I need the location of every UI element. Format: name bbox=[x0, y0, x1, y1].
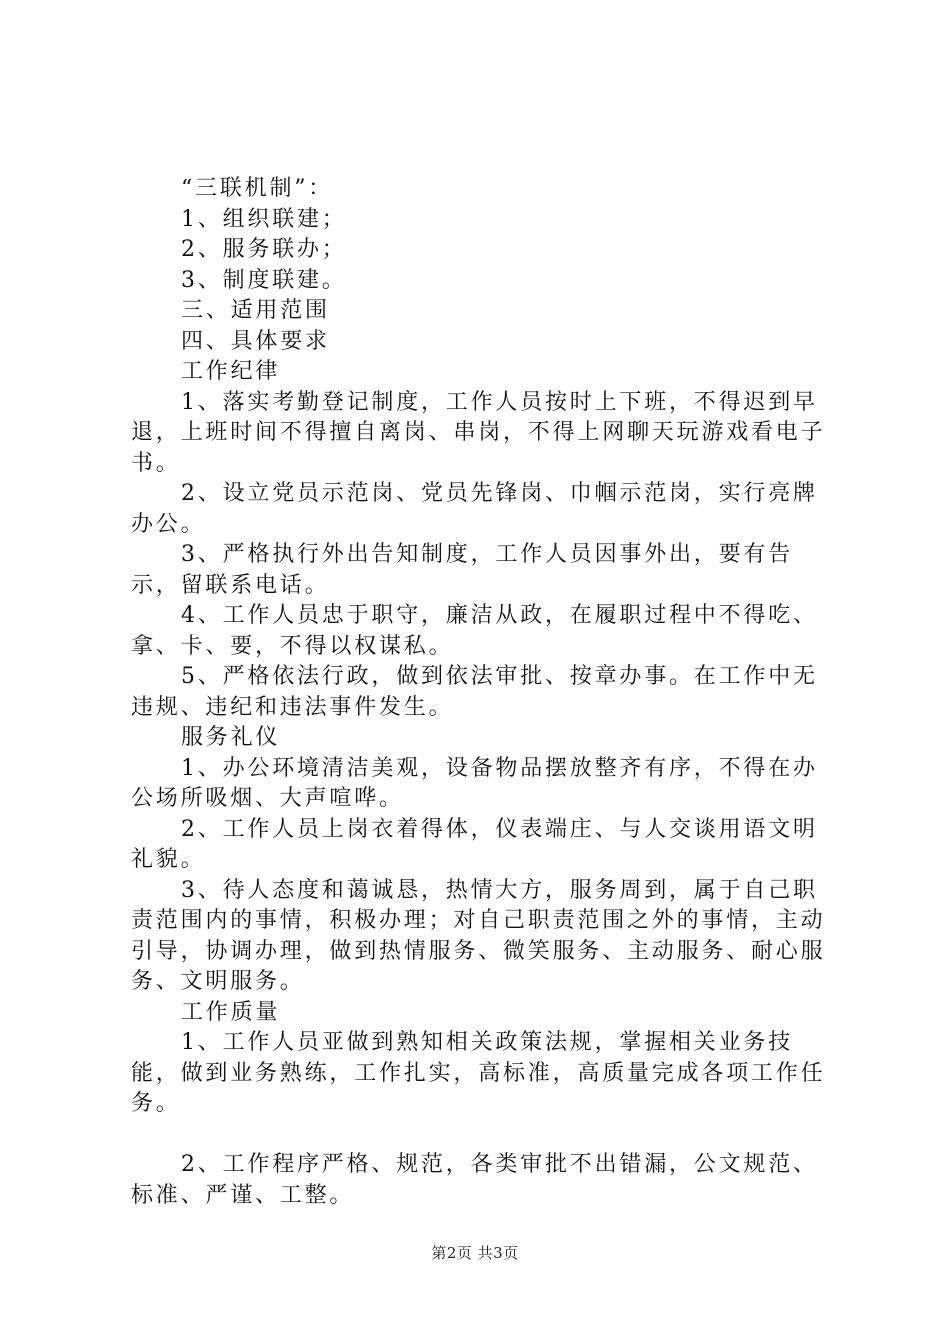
blank-line bbox=[131, 1120, 831, 1151]
list-item: 2、服务联办； bbox=[181, 237, 347, 262]
heading-sanlian: “三联机制”： bbox=[181, 176, 334, 201]
document-body bbox=[131, 174, 831, 1211]
subsection-heading: 工作纪律 bbox=[181, 359, 281, 384]
paragraph: 3、严格执行外出告知制度，工作人员因事外出，要有告示，留联系电话。 bbox=[131, 542, 793, 598]
list-item: 3、制度联建。 bbox=[181, 267, 347, 293]
paragraph: 2、工作人员上岗衣着得体，仪表端庄、与人交谈用语文明礼貌。 bbox=[131, 816, 818, 872]
subsection-heading: 工作质量 bbox=[181, 999, 281, 1025]
section-heading: 三、适用范围 bbox=[181, 298, 330, 323]
section-heading: 四、具体要求 bbox=[181, 328, 330, 354]
list-item: 1、组织联建； bbox=[181, 206, 347, 232]
paragraph: 1、工作人员亚做到熟知相关政策法规，掌握相关业务技能，做到业务熟练，工作扎实，高标准，高质量完成各项工作任务。 bbox=[131, 1030, 826, 1116]
page-footer: 第2页 共3页 bbox=[431, 1244, 519, 1262]
paragraph: 2、设立党员示范岗、党员先锋岗、巾帼示范岗，实行亮牌办公。 bbox=[131, 481, 818, 537]
paragraph: 3、待人态度和蔼诚恳，热情大方，服务周到，属于自己职责范围内的事情，积极办理；对自己职责范围之外的事情，主动引导，协调办理，做到热情服务、微笑服务、主动服务、耐心服务、文明服务。 bbox=[131, 877, 826, 994]
subsection-heading: 服务礼仪 bbox=[181, 725, 281, 750]
paragraph: 2、工作程序严格、规范，各类审批不出错漏，公文规范、标准、严谨、工整。 bbox=[131, 1152, 818, 1208]
paragraph: 1、落实考勤登记制度，工作人员按时上下班，不得迟到早退，上班时间不得擅自离岗、串岗，不得上网聊天玩游戏看电子书。 bbox=[131, 389, 826, 476]
paragraph: 1、办公环境清洁美观，设备物品摆放整齐有序，不得在办公场所吸烟、大声喧哗。 bbox=[131, 755, 818, 811]
paragraph: 5、严格依法行政，做到依法审批、按章办事。在工作中无违规、违纪和违法事件发生。 bbox=[131, 664, 818, 720]
paragraph: 4、工作人员忠于职守，廉洁从政，在履职过程中不得吃、拿、卡、要，不得以权谋私。 bbox=[131, 603, 818, 659]
